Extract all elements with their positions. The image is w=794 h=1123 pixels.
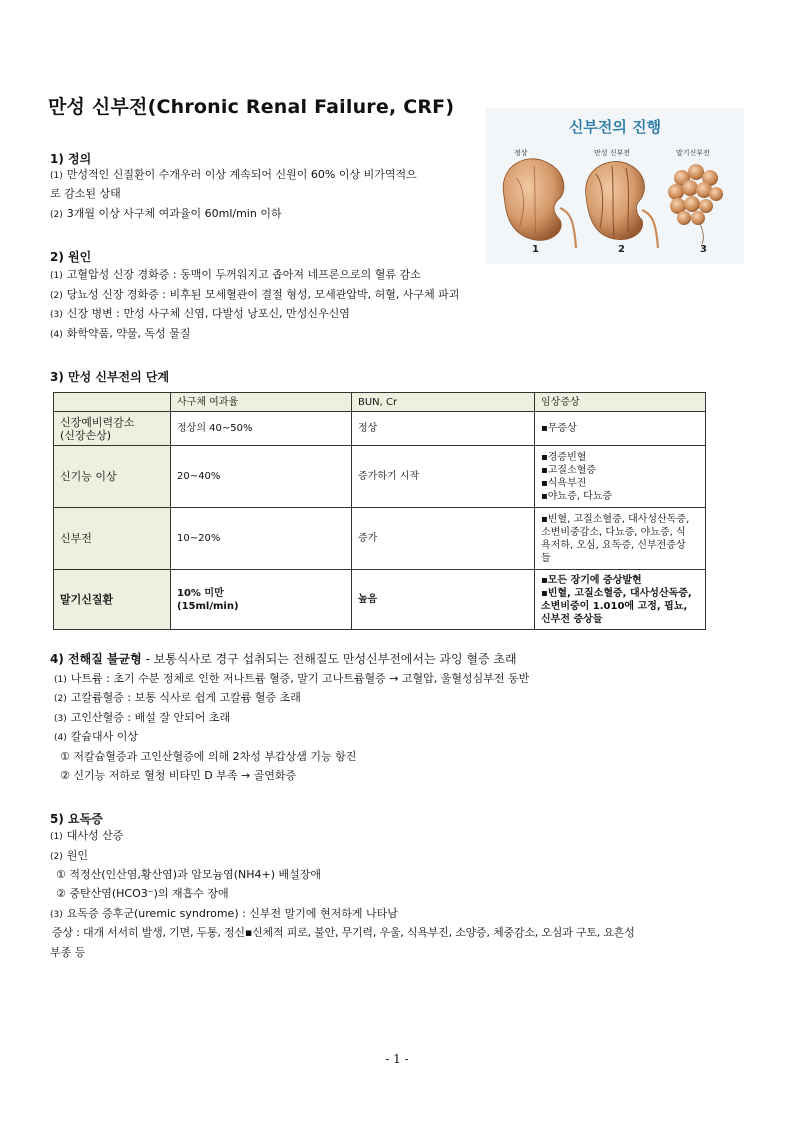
s4-subitem-1: ① 저칼슘혈증과 고인산혈증에 의해 2차성 부갑상샘 기능 항진 <box>60 750 357 763</box>
table-header-row <box>54 393 706 412</box>
stage-cell: 신장예비력감소 (신장손상) <box>54 412 171 446</box>
symptoms-cell: ▪경증빈혈 ▪고질소혈증 ▪식욕부진 ▪야뇨증, 다뇨증 <box>535 446 706 508</box>
bun-cell: 증가 <box>352 508 535 570</box>
kidney-chronic <box>586 162 658 248</box>
header-cell-symptoms: 임상증상 <box>535 393 706 412</box>
gfr-cell: 정상의 40~50% <box>171 412 352 446</box>
s5-item-1: (1) 대사성 산증 <box>50 829 124 842</box>
crf-stages-table <box>53 392 706 630</box>
s1-item-1: (1) 만성적인 신질환이 수개우러 이상 계속되어 신원이 60% 이상 비가역적으 <box>50 168 417 181</box>
kidney-endstage <box>668 164 723 244</box>
section-1-heading: 1) 정의 <box>50 152 92 166</box>
header-cell-stage <box>54 393 171 412</box>
figure-number-2: 2 <box>618 244 625 255</box>
s4-item-3: (3) 고인산혈증 : 배설 잘 안되어 초래 <box>54 711 231 724</box>
s4-item-1: (1) 나트륨 : 초기 수분 정체로 인한 저나트륨 혈증, 말기 고나트륨혈증 → 고혈압, 울혈성심부전 동반 <box>54 672 530 685</box>
bun-cell: 높음 <box>352 570 535 630</box>
page-title: 만성 신부전(Chronic Renal Failure, CRF) <box>48 96 455 118</box>
symptoms-cell: ▪무증상 <box>535 412 706 446</box>
figure-label-normal: 정상 <box>514 149 528 157</box>
bun-cell: 정상 <box>352 412 535 446</box>
s4-item-4: (4) 칼슘대사 이상 <box>54 730 139 743</box>
s5-item-2: (2) 원인 <box>50 849 89 862</box>
gfr-cell: 10~20% <box>171 508 352 570</box>
s5-symptoms-line-1: 증상 : 대개 서서히 발생, 기면, 두통, 정신▪신체적 피로, 불안, 무기력, 우울, 식욕부진, 소양증, 체중감소, 오심과 구토, 요흔성 <box>52 926 635 939</box>
figure-number-3: 3 <box>700 244 707 255</box>
s2-item-2: (2) 당뇨성 신장 경화증 : 비후된 모세혈관이 결절 형성, 모세관압박, 허혈, 사구체 파괴 <box>50 288 460 301</box>
section-2-heading: 2) 원인 <box>50 250 92 264</box>
figure-title: 신부전의 진행 <box>568 118 662 136</box>
s5-subitem-1: ① 적정산(인산염,황산염)과 암모늄염(NH4+) 배설장애 <box>56 868 321 881</box>
s2-item-3: (3) 신장 병변 : 만성 사구체 신염, 다발성 낭포신, 만성신우신염 <box>50 307 350 320</box>
table-row <box>54 412 706 446</box>
s1-item-2: (2) 3개월 이상 사구체 여과율이 60ml/min 이하 <box>50 207 282 220</box>
kidney-progression-figure <box>486 108 744 264</box>
table-row <box>54 508 706 570</box>
kidney-normal <box>503 159 576 248</box>
header-cell-gfr: 사구체 여과율 <box>171 393 352 412</box>
symptoms-cell: ▪모든 장기에 증상발현 ▪빈혈, 고질소혈증, 대사성산독증, 소변비중이 1.010에 고정, 핍뇨, 신부전 증상들 <box>535 570 706 630</box>
gfr-cell: 20~40% <box>171 446 352 508</box>
gfr-cell: 10% 미만 (15ml/min) <box>171 570 352 630</box>
table-row <box>54 570 706 630</box>
stage-cell: 신부전 <box>54 508 171 570</box>
s4-item-2: (2) 고칼륨혈증 : 보통 식사로 쉽게 고칼륨 혈증 초래 <box>54 691 301 704</box>
section-5-heading: 5) 요독증 <box>50 812 103 826</box>
s5-item-3: (3) 요독증 증후군(uremic syndrome) : 신부전 말기에 현저하게 나타남 <box>50 907 398 920</box>
table-row <box>54 446 706 508</box>
s1-item-1-cont: 로 감소된 상태 <box>50 187 121 200</box>
kidney-illustration <box>486 108 744 264</box>
header-cell-bun: BUN, Cr <box>352 393 535 412</box>
s5-subitem-2: ② 중탄산염(HCO3⁻)의 재흡수 장애 <box>56 887 229 900</box>
figure-label-endstage: 말기신부전 <box>676 149 710 157</box>
s2-item-1: (1) 고혈압성 신장 경화증 : 동맥이 두꺼워지고 좁아져 네프론으로의 혈류 감소 <box>50 268 421 281</box>
section-3-heading: 3) 만성 신부전의 단계 <box>50 370 170 384</box>
s5-symptoms-line-2: 부종 등 <box>50 946 86 959</box>
figure-label-chronic: 만성 신부전 <box>594 149 631 157</box>
symptoms-cell: ▪빈혈, 고질소혈증, 대사성산독증, 소변비중감소, 다뇨증, 야뇨증, 식 욕저하, 오심, 요독증, 신부전증상 들 <box>535 508 706 570</box>
bun-cell: 증가하기 시작 <box>352 446 535 508</box>
stage-cell: 말기신질환 <box>54 570 171 630</box>
s2-item-4: (4) 화학약품, 약물, 독성 물질 <box>50 327 191 340</box>
section-4-heading: 4) 전해질 불균형 - 보통식사로 경구 섭취되는 전해질도 만성신부전에서는 과잉 혈증 초래 <box>50 652 517 666</box>
stage-cell: 신기능 이상 <box>54 446 171 508</box>
figure-number-1: 1 <box>532 244 539 255</box>
page-number: - 1 - <box>385 1052 409 1066</box>
s4-subitem-2: ② 신기능 저하로 혈청 비타민 D 부족 → 골연화증 <box>60 769 297 782</box>
